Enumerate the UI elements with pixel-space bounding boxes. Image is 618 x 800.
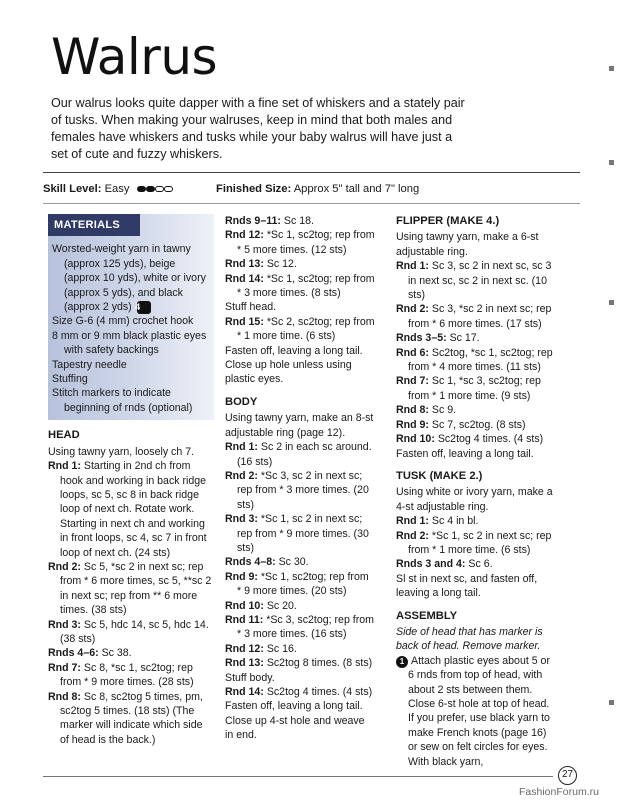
round-label: Rnd 2: (396, 303, 429, 316)
round-text: *Sc 1, sc 2 in next sc; rep from * 9 more times. (30 sts) (237, 513, 369, 554)
skill-label: Skill Level: (43, 183, 102, 195)
round-item (396, 374, 558, 403)
material-item: Stuffing (52, 373, 88, 386)
round-text: Sc 8, *sc 1, sc2tog; rep from * 9 more times. (28 sts) (60, 661, 194, 689)
round-item (48, 618, 214, 647)
round-text: Sc 18. (283, 215, 314, 227)
round-item (225, 315, 375, 344)
round-label: Rnd 10: (396, 433, 435, 446)
round-text: Sc 3, sc 2 in next sc, sc 3 in next sc, sc 2 in next sc. (10 sts) (408, 260, 552, 302)
round-label: Rnd 11: (225, 613, 264, 626)
round-text: *Sc 3, sc 2 in next sc; rep from * 3 more times. (20 sts) (237, 469, 369, 511)
round-label: Rnd 13: (225, 258, 264, 271)
skill-value: Easy (104, 183, 130, 195)
round-label: Rnd 3: (225, 513, 258, 526)
round-label: Rnd 14: (225, 272, 264, 285)
round-label: Rnd 15: (225, 315, 264, 328)
round-text: *Sc 1, sc2tog; rep from * 9 more times. (20 sts) (237, 570, 369, 598)
round-text: Sc 1, *sc 3, sc2tog; rep from * 1 more time. (9 sts) (408, 375, 541, 402)
round-text: Sc 16. (266, 642, 297, 655)
yarn-weight-icon: 4 (137, 301, 151, 314)
round-label: Rnd 1: (396, 515, 429, 528)
round-item (225, 685, 375, 699)
assembly-step (396, 654, 558, 769)
round-label: Rnd 12: (225, 229, 264, 242)
round-item (396, 432, 558, 446)
round-text: Sc2tog, *sc 1, sc2tog; rep from * 4 more times. (11 sts) (408, 346, 553, 374)
round-text: Sc2tog 4 times. (4 sts) (437, 433, 544, 446)
round-text: Sc 3, *sc 2 in next sc; rep from * 6 more times. (17 sts) (408, 303, 552, 330)
round-item (225, 570, 375, 599)
round-label: Rnd 2: (396, 529, 429, 542)
round-item (225, 555, 375, 569)
round-text: Sc 8, sc2tog 5 times, pm, sc2tog 5 times. (18 sts) (The marker will indicate which side of head is the back.) (60, 690, 203, 746)
assembly-note: Side of head that has marker is back of head. Remove marker. (396, 625, 543, 653)
specs-divider (43, 203, 580, 204)
round-label: Rnds 4–8: (225, 556, 276, 569)
round-item (225, 512, 375, 555)
round-text: *Sc 1, sc2tog; rep from * 5 more times. (12 sts) (237, 229, 375, 256)
top-divider (43, 172, 580, 173)
round-text: *Sc 1, sc 2 in next sc; rep from * 1 more time. (6 sts) (408, 529, 552, 556)
round-text: Sc2tog 4 times. (4 sts) (266, 686, 373, 698)
round-label: Rnd 9: (396, 418, 429, 431)
skill-bar-segment (164, 186, 173, 192)
round-label: Rnd 1: (225, 441, 258, 454)
head-intro: Using tawny yarn, loosely ch 7. (48, 445, 195, 458)
finished-size (216, 183, 580, 195)
round-text: Sc 6. (468, 558, 493, 571)
round-item (396, 514, 558, 528)
round-label: Rnds 4–6: (48, 647, 99, 660)
round-label: Rnd 2: (48, 560, 81, 573)
round-label: Rnds 3 and 4: (396, 558, 466, 571)
bottom-divider (43, 776, 553, 777)
round-item (225, 228, 375, 257)
round-text: Starting in 2nd ch from hook and working in back ridge loops, sc 5, sc 8 in back ridge loop of next ch. Rotate work. Starting in next ch and working in front loops, sc 4, sc 7 in front loop of next ch. (24 sts) (60, 460, 207, 559)
round-text: Sc2tog 8 times. (8 sts) (266, 657, 373, 670)
round-label: Rnd 6: (396, 346, 429, 359)
round-text: Sc 2 in each sc around. (16 sts) (237, 441, 372, 468)
column-3 (396, 214, 558, 769)
round-item (48, 690, 214, 748)
edge-mark (609, 700, 614, 705)
round-label: Rnd 12: (225, 642, 264, 655)
skill-bar-segment (155, 186, 164, 192)
round-item (396, 331, 558, 345)
skill-bar-segment (146, 186, 155, 192)
watermark: FashionForum.ru (519, 786, 599, 798)
round-text: Sc 7, sc2tog. (8 sts) (431, 418, 526, 431)
round-item (396, 302, 558, 331)
edge-mark (609, 66, 614, 71)
column-2 (225, 214, 375, 743)
skill-level-icon (137, 183, 173, 195)
round-item (225, 257, 375, 271)
stuff-head: Stuff head. (225, 301, 277, 314)
round-text: Sc 30. (278, 556, 309, 569)
round-item (396, 557, 558, 571)
material-item: Tapestry needle (52, 358, 127, 371)
round-text: Sc 38. (101, 647, 132, 660)
close-note: Close up hole unless using plastic eyes. (225, 359, 352, 386)
stuff-body: Stuff body. (225, 671, 275, 684)
round-label: Rnd 2: (225, 469, 258, 482)
size-value: Approx 5" tall and 7" long (293, 183, 420, 195)
round-item (225, 656, 375, 670)
column-1 (48, 214, 214, 747)
round-item (225, 440, 375, 469)
round-text: *Sc 2, sc2tog; rep from * 1 more time. (6 sts) (237, 315, 375, 343)
round-item (396, 403, 558, 417)
material-item (52, 242, 210, 314)
skill-level (43, 183, 216, 195)
flipper-intro: Using tawny yarn, make a 6-st adjustable ring. (396, 231, 539, 258)
round-item (396, 259, 558, 302)
round-item (48, 646, 214, 660)
materials-box (48, 214, 214, 420)
assembly-heading: ASSEMBLY (396, 609, 458, 622)
round-item (225, 642, 375, 656)
round-text: Sc 4 in bl. (431, 515, 479, 528)
head-heading: HEAD (48, 429, 80, 442)
round-label: Rnds 3–5: (396, 332, 447, 345)
intro-paragraph: Our walrus looks quite dapper with a fine set of whiskers and a stately pair of tusks. When making your walruses, keep in mind that both males and females have whiskers and tusks while your baby walrus will have just a set of cute and fuzzy whiskers. (51, 96, 465, 161)
round-text: Sc 17. (449, 332, 480, 345)
round-item (396, 346, 558, 375)
round-text: *Sc 3, sc2tog; rep from * 3 more times. (16 sts) (237, 613, 374, 641)
round-label: Rnd 1: (48, 460, 81, 473)
material-text: Worsted-weight yarn in tawny (approx 125 yds), beige (approx 10 yds), white or ivory (approx 5 yds), and black (approx 2 yds) (52, 243, 206, 314)
round-text: *Sc 1, sc2tog; rep from * 3 more times. (8 sts) (237, 272, 375, 300)
round-text: Sc 20. (266, 599, 297, 612)
round-item (396, 529, 558, 558)
page-number: 27 (558, 766, 577, 785)
round-item (48, 661, 214, 690)
round-item (225, 599, 375, 613)
skill-bar-segment (137, 186, 146, 192)
flipper-heading: FLIPPER (MAKE 4.) (396, 215, 500, 227)
round-label: Rnd 14: (225, 686, 264, 698)
round-label: Rnd 8: (48, 690, 81, 703)
body-heading: BODY (225, 395, 258, 408)
page-title: Walrus (51, 28, 218, 86)
round-text: Sc 5, *sc 2 in next sc; rep from * 6 more times, sc 5, **sc 2 in next sc; rep from ** 6 more times. (38 sts) (60, 560, 212, 617)
tusk-heading: TUSK (MAKE 2.) (396, 469, 483, 482)
round-text: Sc 5, hdc 14, sc 5, hdc 14. (38 sts) (60, 618, 209, 645)
round-item (225, 613, 375, 642)
round-item (225, 214, 375, 228)
step-number-icon: 1 (396, 656, 408, 668)
round-item (225, 272, 375, 301)
material-item: Size G-6 (4 mm) crochet hook (52, 315, 194, 328)
round-item (396, 418, 558, 432)
round-label: Rnd 1: (396, 260, 429, 273)
material-item: Stitch markers to indicate beginning of rnds (optional) (52, 387, 193, 414)
round-label: Rnd 10: (225, 599, 264, 612)
flipper-fasten-note: Fasten off, leaving a long tail. (396, 447, 534, 460)
body-intro: Using tawny yarn, make an 8-st adjustable ring (page 12). (225, 412, 374, 439)
tusk-intro: Using white or ivory yarn, make a 4-st adjustable ring. (396, 486, 553, 513)
round-label: Rnd 3: (48, 618, 81, 631)
materials-list (48, 236, 214, 420)
round-label: Rnd 9: (225, 570, 258, 583)
head-rounds (48, 459, 214, 747)
round-label: Rnd 8: (396, 404, 429, 417)
round-label: Rnd 7: (396, 375, 429, 388)
material-item: 8 mm or 9 mm black plastic eyes with safety backings (52, 329, 207, 357)
tusk-fasten-note: Sl st in next sc, and fasten off, leaving a long tail. (396, 572, 538, 600)
round-item (48, 459, 214, 560)
round-text: Sc 12. (266, 258, 297, 271)
edge-mark (609, 160, 614, 165)
edge-mark (609, 300, 614, 305)
fasten-note: Fasten off, leaving a long tail. (225, 344, 363, 357)
round-item (225, 469, 375, 512)
round-label: Rnd 7: (48, 661, 81, 674)
step-text: Attach plastic eyes about 5 or 6 rnds from top of head, with about 2 sts between them. Close 6-st hole at top of head. If you prefer, use black yarn to make French knots (page 16) or sew on felt circles for eyes. With black yarn, (408, 654, 550, 768)
size-label: Finished Size: (216, 183, 292, 195)
body-fasten-note: Fasten off, leaving a long tail. Close up 4-st hole and weave in end. (225, 700, 365, 742)
round-item (48, 560, 214, 618)
specs-row (43, 183, 580, 195)
round-text: Sc 9. (431, 404, 457, 417)
round-label: Rnds 9–11: (225, 215, 281, 227)
materials-heading: MATERIALS (48, 214, 140, 236)
round-label: Rnd 13: (225, 657, 264, 670)
